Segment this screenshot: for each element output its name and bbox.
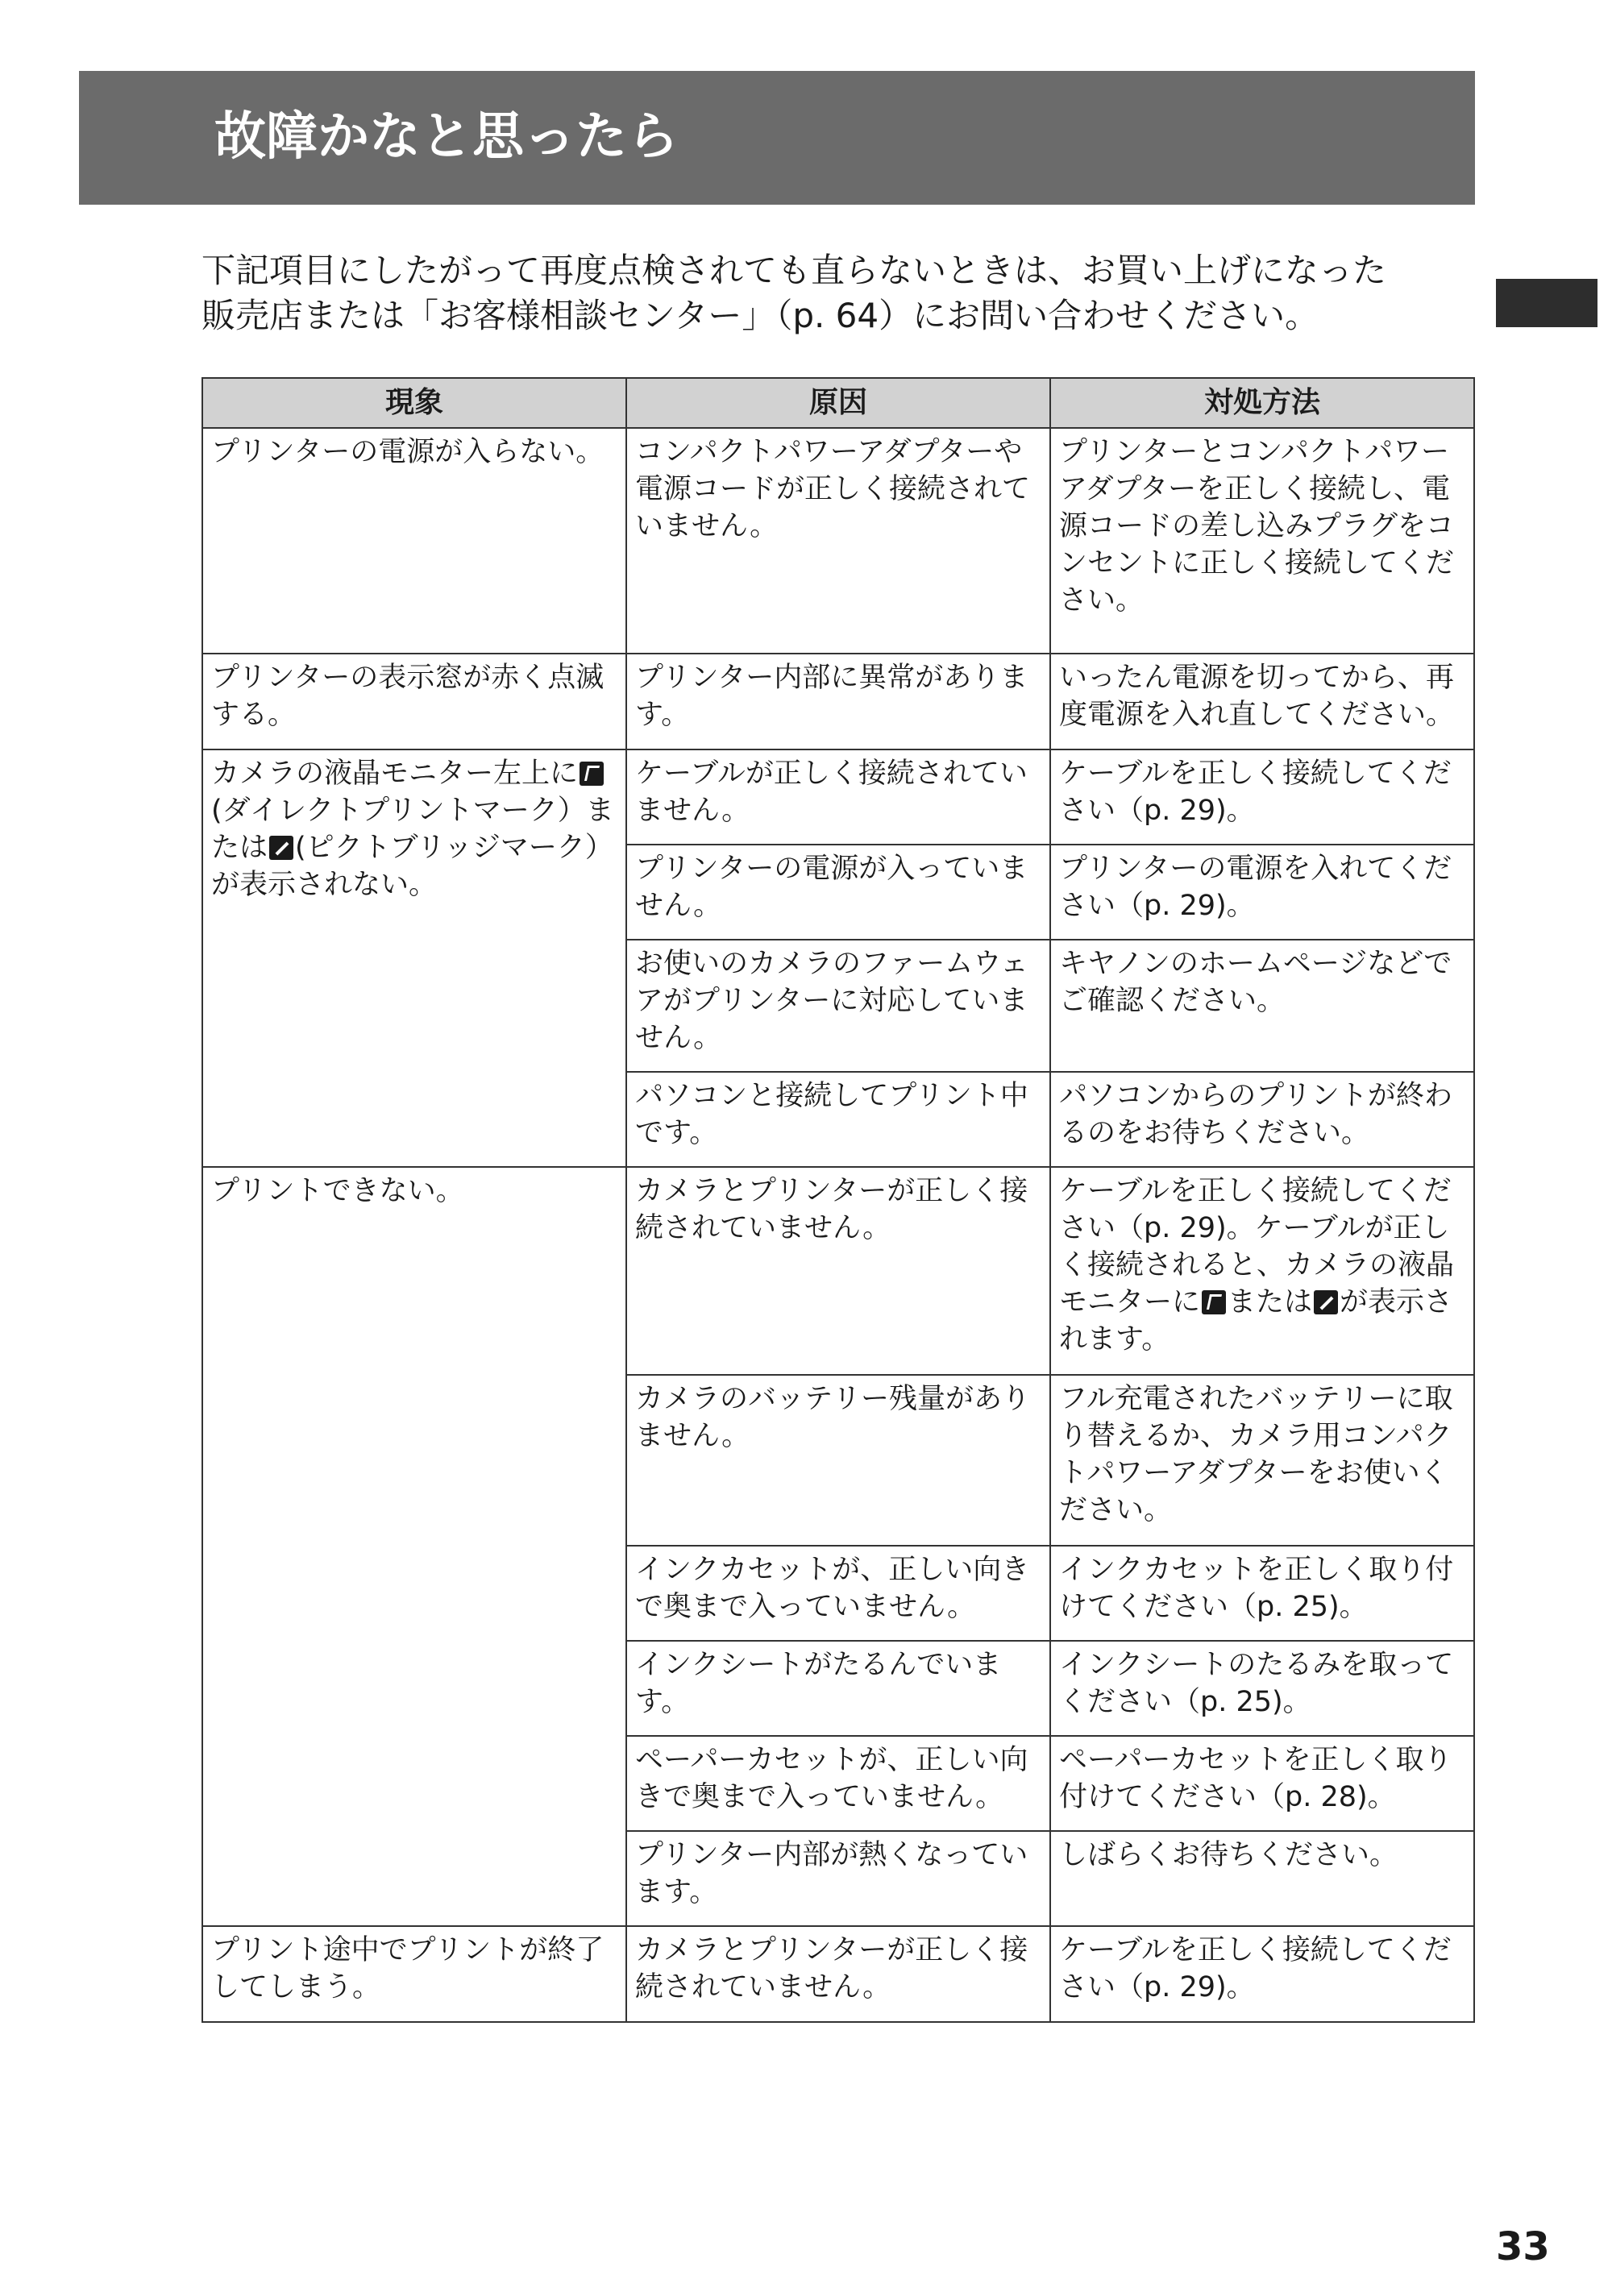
pictbridge-icon	[1314, 1290, 1338, 1314]
troubleshooting-table	[202, 377, 1475, 2023]
symptom-cell: プリント途中でプリントが終了してしまう。	[202, 1926, 626, 2022]
page-number: 33	[1496, 2224, 1550, 2269]
cause-cell: カメラとプリンターが正しく接続されていません。	[626, 1926, 1050, 2022]
cause-cell: ペーパーカセットが、正しい向きで奥まで入っていません。	[626, 1736, 1050, 1831]
header-remedy: 対処方法	[1050, 378, 1474, 428]
section-tab-marker	[1496, 279, 1597, 327]
symptom-cell: プリントできない。	[202, 1167, 626, 1926]
symptom-cell	[202, 749, 626, 1167]
cause-cell: コンパクトパワーアダプターや電源コードが正しく接続されていません。	[626, 428, 1050, 654]
remedy-cell: ケーブルを正しく接続してください（p. 29)。	[1050, 1926, 1474, 2022]
table-header-row	[202, 378, 1474, 428]
remedy-cell: プリンターの電源を入れてください（p. 29)。	[1050, 845, 1474, 940]
cause-cell: インクカセットが、正しい向きで奥まで入っていません。	[626, 1546, 1050, 1641]
remedy-text-2: または	[1228, 1286, 1313, 1318]
remedy-cell: インクカセットを正しく取り付けてください（p. 25)。	[1050, 1546, 1474, 1641]
remedy-cell: パソコンからのプリントが終わるのをお待ちください。	[1050, 1072, 1474, 1167]
table-row	[202, 428, 1474, 654]
header-symptom: 現象	[202, 378, 626, 428]
table-row	[202, 654, 1474, 749]
table-row	[202, 1167, 1474, 1375]
cause-cell: カメラのバッテリー残量がありません。	[626, 1375, 1050, 1546]
remedy-cell: ケーブルを正しく接続してください（p. 29)。	[1050, 749, 1474, 845]
pictbridge-icon	[269, 836, 293, 860]
cause-cell: プリンター内部が熱くなっています。	[626, 1831, 1050, 1926]
cause-cell: お使いのカメラのファームウェアがプリンターに対応していません。	[626, 940, 1050, 1072]
intro-line-2: 販売店または「お客様相談センター」（p. 64）にお問い合わせください。	[202, 296, 1319, 335]
symptom-cell: プリンターの電源が入らない。	[202, 428, 626, 654]
direct-print-icon	[580, 762, 604, 786]
direct-print-icon	[1202, 1290, 1226, 1314]
intro-line-1: 下記項目にしたがって再度点検されても直らないときは、お買い上げになった	[202, 251, 1387, 290]
symptom-cell: プリンターの表示窓が赤く点滅する。	[202, 654, 626, 749]
table-row	[202, 749, 1474, 845]
remedy-cell: インクシートのたるみを取ってください（p. 25)。	[1050, 1641, 1474, 1736]
cause-cell: パソコンと接続してプリント中です。	[626, 1072, 1050, 1167]
cause-cell: ケーブルが正しく接続されていません。	[626, 749, 1050, 845]
page-title: 故障かなと思ったら	[214, 107, 679, 167]
cause-cell: カメラとプリンターが正しく接続されていません。	[626, 1167, 1050, 1375]
remedy-cell	[1050, 1167, 1474, 1375]
symptom-text-2: (ダイレクトプリントマーク）または	[211, 795, 614, 864]
remedy-cell: しばらくお待ちください。	[1050, 1831, 1474, 1926]
cause-cell: プリンターの電源が入っていません。	[626, 845, 1050, 940]
cause-cell: プリンター内部に異常があります。	[626, 654, 1050, 749]
remedy-cell: キヤノンのホームページなどでご確認ください。	[1050, 940, 1474, 1072]
title-bar	[79, 71, 1475, 205]
table-row	[202, 1926, 1474, 2022]
remedy-cell: プリンターとコンパクトパワーアダプターを正しく接続し、電源コードの差し込みプラグをコンセントに正しく接続してください。	[1050, 428, 1474, 654]
header-cause: 原因	[626, 378, 1050, 428]
remedy-text-1: ケーブルを正しく接続してください（p. 29)。ケーブルが正しく接続されると、カメラの液晶モニターに	[1059, 1175, 1455, 1318]
symptom-text-3: (ピクトブリッジマーク）が表示されない。	[211, 832, 613, 901]
cause-cell: インクシートがたるんでいます。	[626, 1641, 1050, 1736]
remedy-text-3: が表示されます。	[1059, 1286, 1453, 1356]
intro-paragraph	[202, 248, 1483, 338]
remedy-cell: ペーパーカセットを正しく取り付けてください（p. 28)。	[1050, 1736, 1474, 1831]
remedy-cell: フル充電されたバッテリーに取り替えるか、カメラ用コンパクトパワーアダプターをお使いください。	[1050, 1375, 1474, 1546]
remedy-cell: いったん電源を切ってから、再度電源を入れ直してください。	[1050, 654, 1474, 749]
symptom-text-1: カメラの液晶モニター左上に	[211, 758, 579, 790]
